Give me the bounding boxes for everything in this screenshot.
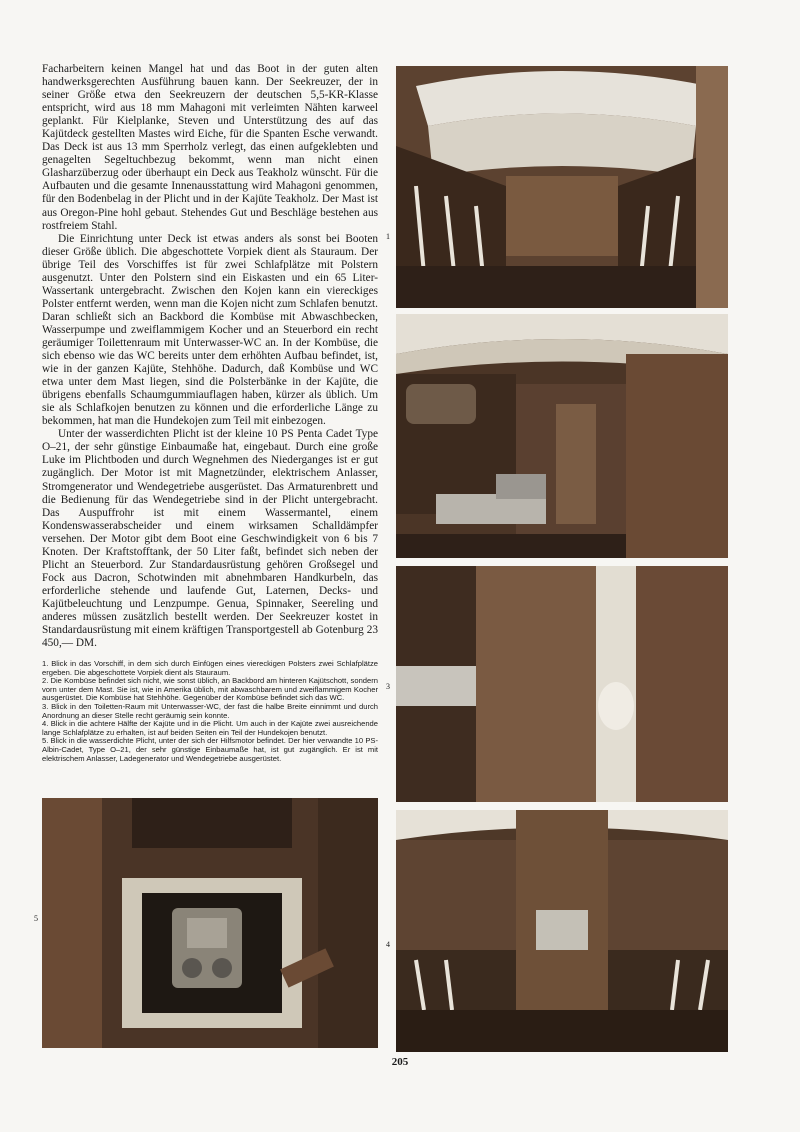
article-body [42,63,378,650]
figure-number-4: 4 [386,940,390,949]
body-paragraph: Unter der wasserdichten Plicht ist der kleine 10 PS Penta Cadet Type O–21, der sehr günstige Einbaumaße hat, eingebaut. Durch eine große Luke im Plichtboden und durch Wegnehmen des Niederganges ist er gut zugänglich. Der Motor ist mit Magnetzünder, elektrischem Anlasser, Stromgenerator und Wendegetriebe ausgerüstet. Das Armaturenbrett und die Bedienung für das Wendegetriebe sind in der Plicht untergebracht. Das Auspuffrohr ist mit einem Wassermantel, einem Kondenswasserabscheider und einem wirksamen Schalldämpfer versehen. Der Motor gibt dem Boot eine Geschwindigkeit von 6 bis 7 Knoten. Der Kraftstofftank, der 50 Liter faßt, befindet sich neben der Plicht an Steuerbord. Zur Standardausrüstung gehören Großsegel und Fock aus Dacron, Schotwinden mit abnehmbaren Handkurbeln, das erforderliche stehende und laufende Gut, Laternen, Decks- und Kajütbeleuchtung und Lenzpumpe. Genua, Spinnaker, Seereling und anderes müssen zusätzlich bestellt werden. Der Seekreuzer kostet in Standardausrüstung mit einem kräftigen Transportgestell ab Gotenburg 23 450,— DM. [42,428,378,650]
figure-number-1: 1 [386,232,390,241]
page-number: 205 [391,1056,409,1068]
photo-toilet-room [396,566,728,802]
caption-2: 2. Die Kombüse befindet sich nicht, wie sonst üblich, an Backbord am hinteren Kajütschott, sondern vorn unter dem Mast. Sie ist, wie in Amerika üblich, mit abwaschbarem und zweiflammigem Kocher ausgerüstet. Die Kombüse hat Stehhöhe. Gegenüber der Kombüse befindet sich das WC. [42,676,378,703]
figure-captions [42,660,378,763]
body-paragraph: Die Einrichtung unter Deck ist etwas anders als sonst bei Booten dieser Größe üblich. Die abgeschottete Vorpiek dient als Stauraum. Der übrige Teil des Vorschiffes ist für zwei Schlafplätze mit Polstern ausgenutzt. Unter den Polstern sind ein Eiskasten und ein 65 Liter-Wassertank untergebracht. Zwischen den Kojen kann ein viereckiges Polster entfernt werden, wenn man die Kojen nicht zum Schlafen benutzt. Daran schließt sich an Backbord die Kombüse mit Abwaschbecken, Wasserpumpe und zweiflammigem Kocher und an Steuerbord ein recht geräumiger Toilettenraum mit Unterwasser-WC an. In der Kombüse, die sich ebenso wie das WC bereits unter dem erhöhten Aufbau befindet, ist, wie in der ganzen Kajüte, Stehhöhe. Dadurch, daß Kombüse und WC etwa unter dem Mast liegen, sind die Polsterbänke in der Kajüte, die übrigens ebenfalls Schaumgummiauflagen haben, kürzer als üblich. Um sie als Schlafkojen benutzen zu können und die erforderliche Länge zu bekommen, hat man die Hundekojen zum Teil mit einbezogen. [42,232,378,428]
caption-4: 4. Blick in die achtere Hälfte der Kajüte und in die Plicht. Um auch in der Kajüte zwei ausreichende lange Schlafplätze zu erhalten, ist auf beiden Seiten ein Teil der Hundekojen benutzt. [42,719,378,737]
photo-forepeak [396,66,728,308]
photo-engine [42,798,378,1048]
figure-number-3: 3 [386,682,390,691]
caption-5: 5. Blick in die wasserdichte Plicht, unter der sich der Hilfsmotor befindet. Der hier verwandte 10 PS-Albin-Cadet, Type O–21, der sehr günstige Einbaumaße hat, ist gut zugänglich. Er ist mit elektrischem Anlasser, Ladegenerator und Wendegetriebe ausgerüstet. [42,736,378,763]
photo-galley [396,314,728,558]
figure-number-5: 5 [34,914,38,923]
caption-3: 3. Blick in den Toiletten-Raum mit Unterwasser-WC, der fast die halbe Breite einnimmt und durch Anordnung an dieser Stelle recht geräumig sein konnte. [42,701,378,720]
caption-1: 1. Blick in das Vorschiff, in dem sich durch Einfügen eines viereckigen Polsters zwei Schlafplätze ergeben. Die abgeschottete Vorpiek dient als Stauraum. [42,659,378,677]
photo-aft-cabin [396,810,728,1052]
body-paragraph: Facharbeitern keinen Mangel hat und das Boot in der guten alten handwerksgerechten Ausführung bauen kann. Der Seekreuzer, der in seiner Größe etwa den Seekreuzern der deutschen 5,5-KR-Klasse entspricht, wird aus 18 mm Mahagoni mit verleimten Nähten karweel geplankt. Für Kielplanke, Steven und Unterstützung des auf das Kajütdeck gestellten Mastes wird Eiche, für die Spanten Esche verwandt. Das Deck ist aus 13 mm Sperrholz verlegt, das einen aufgeklebten und genagelten Segeltuchbezug bekommt, wenn man nicht einen Glasharzüberzug oder überhaupt ein Deck aus Teakholz wünscht. Für die Aufbauten und die gesamte Innenausstattung wird Mahagoni genommen, für den Bodenbelag in der Plicht und in der Kajüte Teakholz. Der Mast ist aus Oregon-Pine hohl gebaut. Stehendes Gut und Beschläge bestehen aus rostfreiem Stahl. [42,63,378,232]
